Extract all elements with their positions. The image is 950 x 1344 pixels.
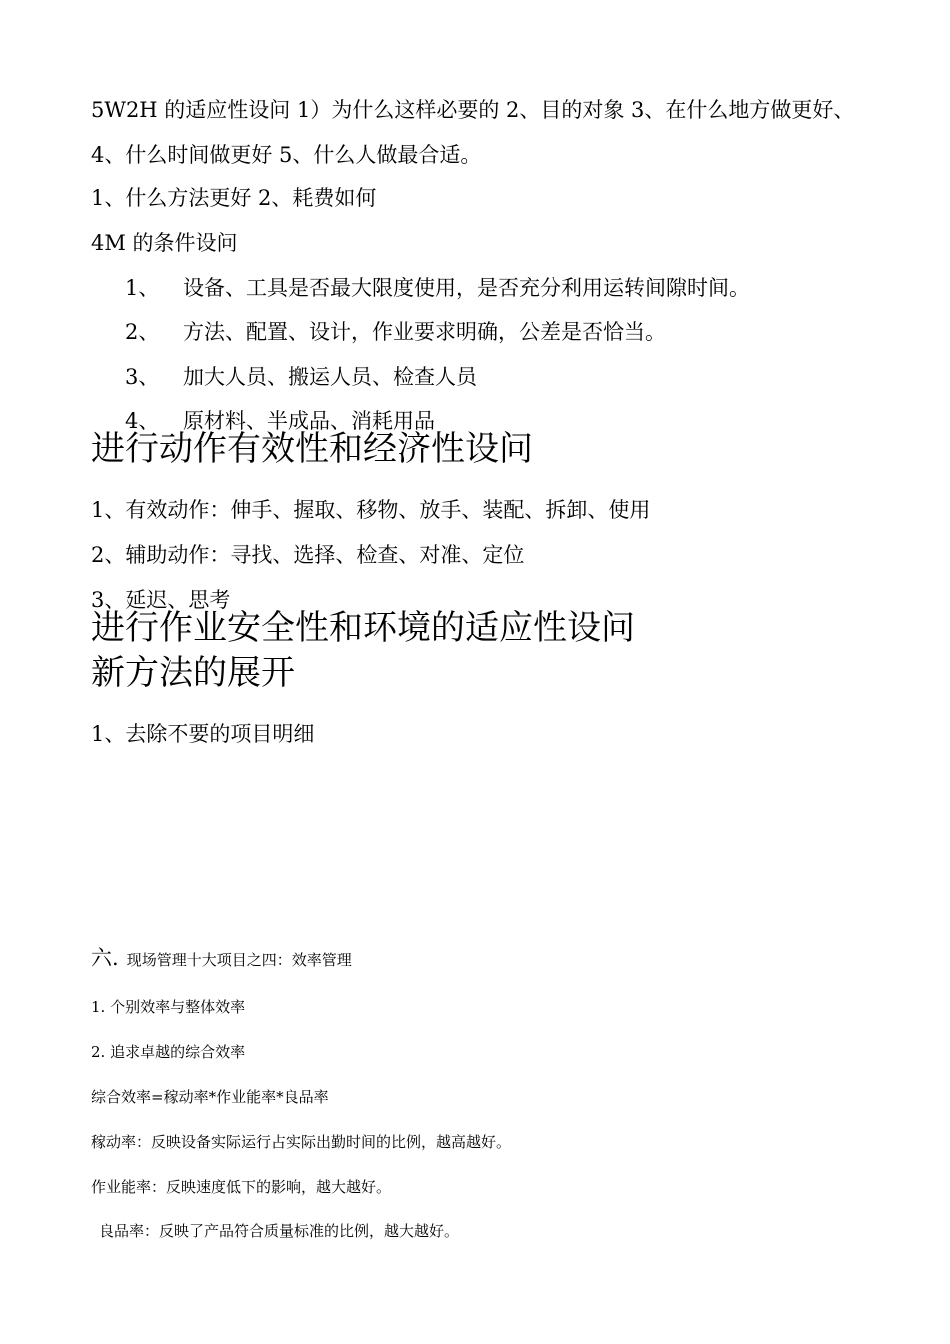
section-number: 六.: [91, 946, 119, 970]
section-title: 现场管理十大项目之四：效率管理: [126, 951, 352, 969]
paragraph-method-cost: 1、什么方法更好 2、耗费如何: [91, 186, 377, 210]
paragraph-4m: 4M 的条件设问: [91, 231, 238, 255]
motion-list-item: 3、延迟、思考: [91, 588, 231, 612]
list-text: 设备、工具是否最大限度使用，是否充分利用运转间隙时间。: [183, 276, 750, 300]
list-number: 4、: [125, 409, 160, 433]
efficiency-definition: 作业能率：反映速度低下的影响，越大越好。: [91, 1178, 392, 1196]
m4-list-item: [125, 322, 666, 343]
m4-list-item: [125, 278, 750, 299]
m4-list-item: [125, 367, 477, 388]
list-number: 3、: [125, 365, 160, 389]
new-method-item: 1、去除不要的项目明细: [91, 722, 315, 746]
efficiency-definition: 稼动率：反映设备实际运行占实际出勤时间的比例，越高越好。: [91, 1133, 512, 1151]
list-text: 原材料、半成品、消耗用品: [183, 409, 435, 433]
efficiency-definition: 良品率：反映了产品符合质量标准的比例，越大越好。: [99, 1222, 460, 1240]
motion-list-item: 1、有效动作：伸手、握取、移物、放手、装配、拆卸、使用: [91, 498, 651, 522]
paragraph-5w2h: 5W2H 的适应性设问 1）为什么这样必要的 2、目的对象 3、在什么地方做更好、: [91, 98, 855, 122]
efficiency-formula: 综合效率=稼动率*作业能率*良品率: [91, 1088, 329, 1106]
motion-list-item: 2、辅助动作：寻找、选择、检查、对准、定位: [91, 543, 525, 567]
list-text: 加大人员、搬运人员、检查人员: [183, 365, 477, 389]
heading-motion-effectiveness: 进行动作有效性和经济性设问: [91, 429, 533, 469]
heading-safety-environment: 进行作业安全性和环境的适应性设问: [91, 608, 635, 648]
list-number: 1、: [125, 276, 160, 300]
efficiency-item: 1. 个别效率与整体效率: [91, 998, 246, 1016]
paragraph-5w2h-cont: 4、什么时间做更好 5、什么人做最合适。: [91, 143, 482, 167]
list-number: 2、: [125, 320, 160, 344]
heading-new-method: 新方法的展开: [91, 653, 295, 693]
list-text: 方法、配置、设计，作业要求明确，公差是否恰当。: [183, 320, 666, 344]
section-six-heading: [91, 948, 352, 969]
efficiency-item: 2. 追求卓越的综合效率: [91, 1043, 246, 1061]
